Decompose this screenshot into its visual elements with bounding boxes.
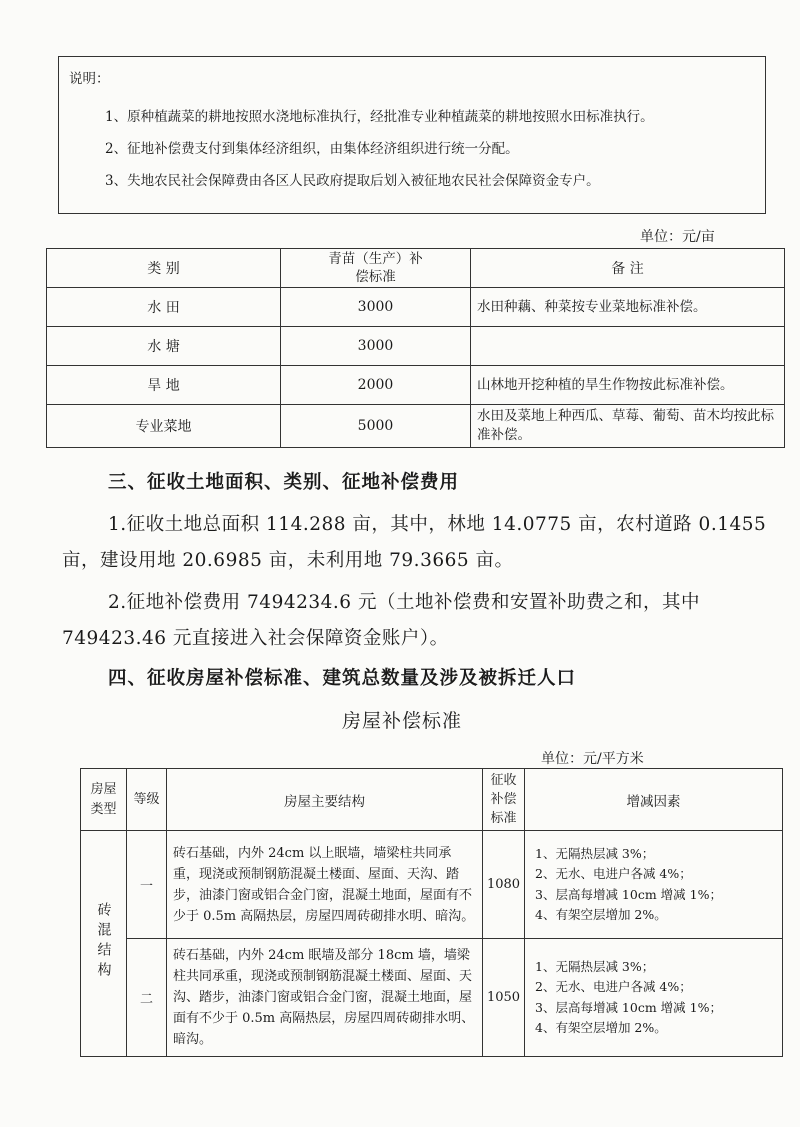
factor-item: 3、层高每增减 10cm 增减 1%； xyxy=(535,886,722,902)
house-table-unit: 单位：元/平方米 xyxy=(541,751,644,767)
header-grade: 等级 xyxy=(127,769,167,831)
row-remark xyxy=(471,405,785,448)
header-type: 房屋类型 xyxy=(81,769,127,831)
table-row xyxy=(81,831,783,939)
row-standard: 3000 xyxy=(281,327,471,366)
section3-p1-line1: 1.征收土地总面积 114.288 亩，其中，林地 14.0775 亩，农村道路 0.1455 xyxy=(108,514,767,535)
row-category: 旱 地 xyxy=(47,366,281,405)
row-remark: 山林地开挖种植的旱生作物按此标准补偿。 xyxy=(471,366,785,405)
row-category: 水 塘 xyxy=(47,327,281,366)
type-cell xyxy=(81,831,127,1057)
row-standard: 2000 xyxy=(281,366,471,405)
structure-cell: 砖石基础，内外 24cm 以上眠墙，墙梁柱共同承重，现浇或预制钢筋混凝土楼面、屋面、天沟、踏步，油漆门窗或铝合金门窗，混凝土地面，屋面有不少于 0.5m 高隔热层，房屋四周砖砌排水明、暗沟。 xyxy=(167,831,483,939)
section3-p2-line1: 2.征地补偿费用 7494234.6 元（土地补偿费和安置补助费之和，其中 xyxy=(108,592,700,613)
section3-p2-line2: 749423.46 元直接进入社会保障资金账户）。 xyxy=(62,628,449,649)
header-factors: 增减因素 xyxy=(525,769,783,831)
factor-item: 2、无水、电进户各减 4%； xyxy=(535,979,692,994)
row-remark-line1: 水田及菜地上种西瓜、草莓、葡萄、苗木均按此标 xyxy=(477,408,774,424)
house-compensation-table xyxy=(80,768,783,1057)
table-row xyxy=(47,288,785,327)
table-row xyxy=(81,939,783,1057)
header-standard: 征收补偿标准 xyxy=(483,769,525,831)
row-category: 专业菜地 xyxy=(47,405,281,448)
row-remark-line2: 准补偿。 xyxy=(477,427,531,443)
factor-item: 1、无隔热层减 3%； xyxy=(535,958,655,974)
grade-cell: 二 xyxy=(127,939,167,1057)
house-table-title: 房屋补偿标准 xyxy=(342,710,463,732)
row-remark: 水田种藕、种菜按专业菜地标准补偿。 xyxy=(471,288,785,327)
factors-cell xyxy=(525,831,783,939)
factor-item: 1、无隔热层减 3%； xyxy=(535,845,655,861)
factor-item: 2、无水、电进户各减 4%； xyxy=(535,866,692,881)
header-structure: 房屋主要结构 xyxy=(167,769,483,831)
note-item-1: 1、原种植蔬菜的耕地按照水浇地标准执行，经批准专业种植蔬菜的耕地按照水田标准执行。 xyxy=(105,109,654,125)
row-remark xyxy=(471,327,785,366)
row-standard: 3000 xyxy=(281,288,471,327)
note-title: 说明： xyxy=(69,71,110,87)
header-standard xyxy=(281,249,471,288)
table-row xyxy=(47,366,785,405)
factor-item: 4、有架空层增加 2%。 xyxy=(535,1020,667,1035)
note-item-2: 2、征地补偿费支付到集体经济组织，由集体经济组织进行统一分配。 xyxy=(105,141,519,157)
crop-table-unit: 单位：元/亩 xyxy=(640,229,715,245)
section3-heading: 三、征收土地面积、类别、征地补偿费用 xyxy=(108,472,460,493)
header-remark: 备 注 xyxy=(471,249,785,288)
grade-cell: 一 xyxy=(127,831,167,939)
table-header-row xyxy=(47,249,785,288)
standard-cell: 1050 xyxy=(483,939,525,1057)
type-label: 砖混结构 xyxy=(95,901,112,982)
crop-compensation-table xyxy=(46,248,785,448)
factor-item: 3、层高每增减 10cm 增减 1%； xyxy=(535,999,722,1015)
table-header-row xyxy=(81,769,783,831)
header-standard-line1: 青苗（生产）补 xyxy=(328,251,423,267)
standard-cell: 1080 xyxy=(483,831,525,939)
row-category: 水 田 xyxy=(47,288,281,327)
note-item-3: 3、失地农民社会保障费由各区人民政府提取后划入被征地农民社会保障资金专户。 xyxy=(105,173,600,189)
row-standard: 5000 xyxy=(281,405,471,448)
table-row xyxy=(47,327,785,366)
header-category: 类 别 xyxy=(47,249,281,288)
note-box xyxy=(58,56,766,214)
header-standard-line2: 偿标准 xyxy=(355,269,396,285)
structure-cell: 砖石基础，内外 24cm 眠墙及部分 18cm 墙，墙梁柱共同承重，现浇或预制钢筋混凝土楼面、屋面、天沟、踏步，油漆门窗或铝合金门窗，混凝土地面，屋面有不少于 0.5m 高隔热层，房屋四周砖砌排水明、暗沟。 xyxy=(167,939,483,1057)
table-row xyxy=(47,405,785,448)
factor-item: 4、有架空层增加 2%。 xyxy=(535,907,667,922)
section4-heading: 四、征收房屋补偿标准、建筑总数量及涉及被拆迁人口 xyxy=(108,668,577,689)
section3-p1-line2: 亩，建设用地 20.6985 亩，未利用地 79.3665 亩。 xyxy=(62,550,514,571)
factors-cell xyxy=(525,939,783,1057)
